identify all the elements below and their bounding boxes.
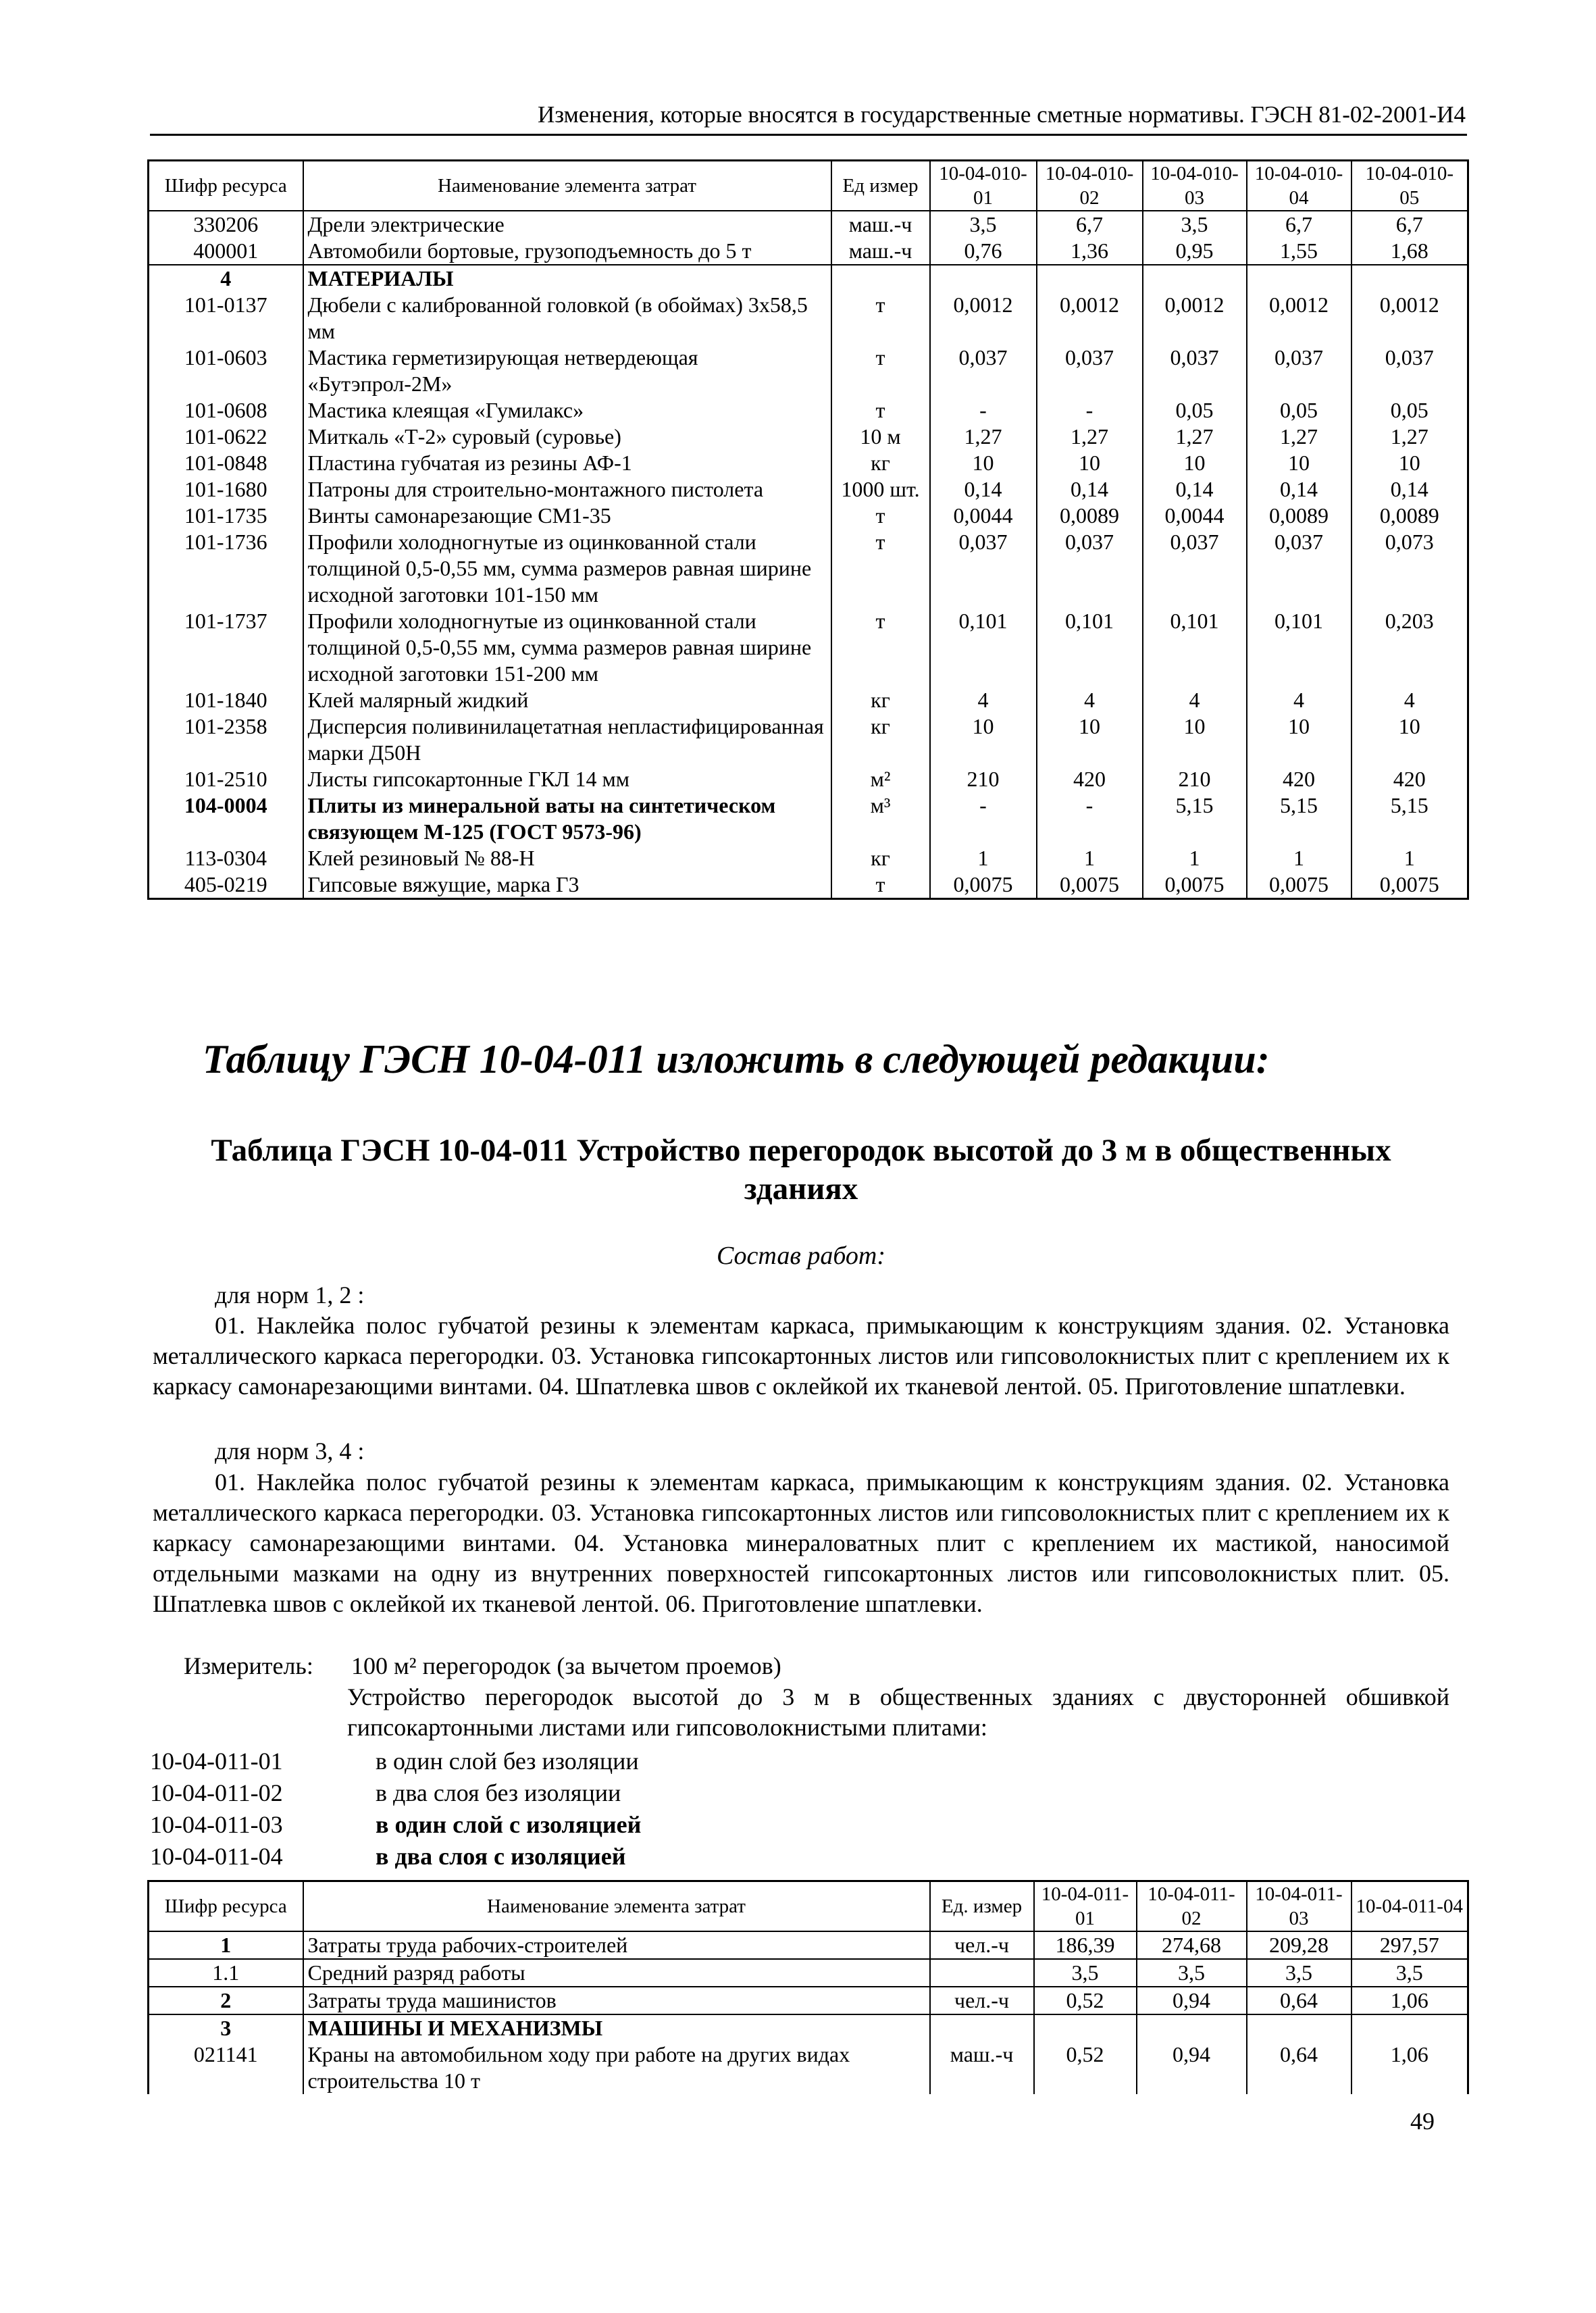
unit-cell: 10 м (831, 424, 930, 450)
column-header: Шифр ресурса (149, 1881, 303, 1932)
resource-code-cell: 113-0304 (149, 845, 303, 871)
value-cell: 10 (1247, 713, 1352, 766)
value-cell: 0,0012 (1352, 292, 1468, 345)
value-cell: 0,95 (1143, 238, 1247, 265)
column-header: Наименование элемента затрат (303, 1881, 930, 1932)
value-cell: 6,7 (1037, 211, 1143, 238)
unit-cell: кг (831, 450, 930, 476)
table-row (149, 845, 1468, 871)
norm-code: 10-04-011-01 (150, 1748, 283, 1775)
value-cell: 5,15 (1352, 792, 1468, 845)
resource-name-cell: Патроны для строительно-монтажного пистолета (303, 476, 831, 503)
value-cell (1247, 265, 1352, 292)
unit-cell: т (831, 292, 930, 345)
value-cell: 3,5 (1352, 1959, 1468, 1987)
value-cell: 0,037 (1247, 529, 1352, 608)
column-header: Шифр ресурса (149, 161, 303, 211)
value-cell: 0,0075 (1247, 871, 1352, 899)
norms-1-2-text: 01. Наклейка полос губчатой резины к элементам каркаса, примыкающим к конструкциям здания. 02. Установка металлического каркаса перегородки. 03. Установка гипсокартонных листов или гипсоволокнистых плит с креплением их к каркасу самонарезающими винтами. 04. Шпатлевка швов с оклейкой их тканевой лентой. 05. Приготовление шпатлевки. (153, 1312, 1449, 1400)
resource-code-cell: 101-1737 (149, 608, 303, 687)
column-header: 10-04-011-01 (1034, 1881, 1137, 1932)
section-caption: Таблицу ГЭСН 10-04-011 изложить в следующей редакции: (203, 1037, 1270, 1082)
value-cell: 0,05 (1247, 397, 1352, 424)
table-row (149, 529, 1468, 608)
resource-name-cell: Автомобили бортовые, грузоподъемность до 5 т (303, 238, 831, 265)
norm-code: 10-04-011-03 (150, 1811, 283, 1838)
value-cell: - (930, 397, 1037, 424)
table-row (149, 397, 1468, 424)
value-cell: 10 (1037, 713, 1143, 766)
unit-cell: м³ (831, 792, 930, 845)
table-row (149, 766, 1468, 792)
value-cell: 10 (930, 450, 1037, 476)
value-cell (1352, 2014, 1468, 2041)
resource-name-cell: Миткаль «Т-2» суровый (суровье) (303, 424, 831, 450)
resource-code-cell: 101-1840 (149, 687, 303, 713)
value-cell (930, 265, 1037, 292)
table-row (149, 871, 1468, 899)
norms-3-4-text: 01. Наклейка полос губчатой резины к элементам каркаса, примыкающим к конструкциям здания. 02. Установка металлического каркаса перегородки. 03. Установка гипсокартонных листов или гипсоволокнистых плит с креплением их к каркасу самонарезающими винтами. 04. Установка минераловатных плит с креплением их мастикой, наносимой отдельными мазками на одну из внутренних поверхностей гипсокартонных листов или гипсоволокнистых плит. 05. Шпатлевка швов с оклейкой их тканевой лентой. 06. Приготовление шпатлевки. (153, 1469, 1449, 1617)
value-cell: - (930, 792, 1037, 845)
value-cell: 10 (1247, 450, 1352, 476)
unit-cell: т (831, 529, 930, 608)
measure-description: Устройство перегородок высотой до 3 м в общественных зданиях с двусторонней обшивкой гипсокартонными листами или гипсоволокнистыми плитами: (347, 1683, 1449, 1741)
norm-code: 10-04-011-04 (150, 1843, 283, 1870)
table-row (149, 450, 1468, 476)
value-cell: 10 (1352, 713, 1468, 766)
norm-description: в один слой без изоляции (376, 1748, 639, 1775)
resource-code-cell: 101-1736 (149, 529, 303, 608)
value-cell: 3,5 (930, 211, 1037, 238)
table-row (149, 1987, 1468, 2014)
resource-name-cell: Винты самонарезающие СМ1-35 (303, 503, 831, 529)
value-cell: 1,27 (1037, 424, 1143, 450)
resource-code-cell: 101-2510 (149, 766, 303, 792)
value-cell: 0,073 (1352, 529, 1468, 608)
table-row (149, 424, 1468, 450)
resource-code-cell: 3 (149, 2014, 303, 2041)
value-cell: 0,05 (1352, 397, 1468, 424)
unit-cell: маш.-ч (831, 211, 930, 238)
value-cell: 0,037 (930, 345, 1037, 397)
resource-name-cell: Плиты из минеральной ваты на синтетическом связующем М-125 (ГОСТ 9573-96) (303, 792, 831, 845)
unit-cell (831, 265, 930, 292)
measure-value: 100 м² перегородок (за вычетом проемов) (351, 1652, 781, 1679)
value-cell: 5,15 (1143, 792, 1247, 845)
resource-name-cell: Затраты труда рабочих-строителей (303, 1931, 930, 1959)
value-cell: 0,94 (1137, 1987, 1247, 2014)
unit-cell: т (831, 397, 930, 424)
resource-code-cell: 1.1 (149, 1959, 303, 1987)
norm-code: 10-04-011-02 (150, 1779, 283, 1806)
value-cell: 0,101 (1247, 608, 1352, 687)
table-row (149, 211, 1468, 238)
value-cell: 4 (1037, 687, 1143, 713)
resource-name-cell: Краны на автомобильном ходу при работе на других видах строительства 10 т (303, 2041, 930, 2094)
value-cell: 0,037 (1037, 345, 1143, 397)
resource-code-cell: 021141 (149, 2041, 303, 2094)
value-cell: 1,06 (1352, 2041, 1468, 2094)
value-cell (1034, 2014, 1137, 2041)
resource-code-cell: 405-0219 (149, 871, 303, 899)
value-cell: 1 (1352, 845, 1468, 871)
value-cell: 0,037 (1143, 529, 1247, 608)
value-cell: 0,64 (1247, 1987, 1352, 2014)
unit-cell: кг (831, 845, 930, 871)
value-cell: 0,0012 (930, 292, 1037, 345)
table-row (149, 265, 1468, 292)
table-row (149, 687, 1468, 713)
value-cell: 0,0089 (1247, 503, 1352, 529)
unit-cell: маш.-ч (930, 2041, 1034, 2094)
value-cell (1143, 265, 1247, 292)
value-cell: 0,94 (1137, 2041, 1247, 2094)
table-row (149, 476, 1468, 503)
value-cell: 1,36 (1037, 238, 1143, 265)
resource-name-cell: МАШИНЫ И МЕХАНИЗМЫ (303, 2014, 930, 2041)
table-row (149, 2014, 1468, 2041)
value-cell: 6,7 (1247, 211, 1352, 238)
value-cell: 210 (930, 766, 1037, 792)
value-cell: 1 (1247, 845, 1352, 871)
value-cell: 0,52 (1034, 1987, 1137, 2014)
resource-code-cell: 104-0004 (149, 792, 303, 845)
resource-name-cell: Листы гипсокартонные ГКЛ 14 мм (303, 766, 831, 792)
resource-code-cell: 400001 (149, 238, 303, 265)
column-header: Ед измер (831, 161, 930, 211)
value-cell: 4 (1143, 687, 1247, 713)
value-cell: 1,55 (1247, 238, 1352, 265)
value-cell: 4 (930, 687, 1037, 713)
unit-cell: т (831, 503, 930, 529)
resource-code-cell: 330206 (149, 211, 303, 238)
value-cell: 10 (930, 713, 1037, 766)
value-cell (1247, 2014, 1352, 2041)
value-cell: 0,14 (1247, 476, 1352, 503)
resource-name-cell: Затраты труда машинистов (303, 1987, 930, 2014)
resource-name-cell: Клей резиновый № 88-Н (303, 845, 831, 871)
column-header: Ед. измер (930, 1881, 1034, 1932)
value-cell: 3,5 (1143, 211, 1247, 238)
resource-name-cell: Дрели электрические (303, 211, 831, 238)
value-cell: 4 (1247, 687, 1352, 713)
table-title: Таблица ГЭСН 10-04-011 Устройство перегородок высотой до 3 м в общественных зданиях (211, 1133, 1391, 1206)
resource-code-cell: 101-0603 (149, 345, 303, 397)
value-cell: 420 (1352, 766, 1468, 792)
table-row (149, 608, 1468, 687)
value-cell: 0,0075 (930, 871, 1037, 899)
column-header: 10-04-010-05 (1352, 161, 1468, 211)
value-cell (1137, 2014, 1247, 2041)
value-cell: 209,28 (1247, 1931, 1352, 1959)
resource-name-cell: МАТЕРИАЛЫ (303, 265, 831, 292)
column-header: 10-04-011-03 (1247, 1881, 1352, 1932)
unit-cell: т (831, 345, 930, 397)
column-header: 10-04-010-03 (1143, 161, 1247, 211)
value-cell (1352, 265, 1468, 292)
value-cell: 420 (1247, 766, 1352, 792)
resource-code-cell: 101-1680 (149, 476, 303, 503)
resource-code-cell: 4 (149, 265, 303, 292)
resource-name-cell: Профили холодногнутые из оцинкованной стали толщиной 0,5-0,55 мм, сумма размеров равная ширине исходной заготовки 151-200 мм (303, 608, 831, 687)
value-cell: 0,0089 (1037, 503, 1143, 529)
composition-heading: Состав работ: (716, 1242, 886, 1270)
resource-name-cell: Дюбели с калиброванной головкой (в обоймах) 3х58,5 мм (303, 292, 831, 345)
page-header: Изменения, которые вносятся в государственные сметные нормативы. ГЭСН 81-02-2001-И4 (538, 101, 1466, 128)
value-cell: 0,14 (1352, 476, 1468, 503)
value-cell: 0,101 (1037, 608, 1143, 687)
table-row (149, 2041, 1468, 2094)
value-cell: 10 (1143, 450, 1247, 476)
column-header: 10-04-011-04 (1352, 1881, 1468, 1932)
value-cell: - (1037, 792, 1143, 845)
resource-code-cell: 101-2358 (149, 713, 303, 766)
column-header: Наименование элемента затрат (303, 161, 831, 211)
resource-code-cell: 2 (149, 1987, 303, 2014)
value-cell: 0,0075 (1037, 871, 1143, 899)
unit-cell: кг (831, 687, 930, 713)
measure-label: Измеритель: (184, 1652, 313, 1679)
column-header: 10-04-010-04 (1247, 161, 1352, 211)
value-cell: 0,101 (930, 608, 1037, 687)
column-header: 10-04-011-02 (1137, 1881, 1247, 1932)
norms-1-2-label: для норм 1, 2 : (215, 1281, 365, 1308)
resource-code-cell: 101-0622 (149, 424, 303, 450)
value-cell: 0,037 (1352, 345, 1468, 397)
value-cell: 3,5 (1247, 1959, 1352, 1987)
value-cell: 0,037 (1143, 345, 1247, 397)
value-cell: 420 (1037, 766, 1143, 792)
value-cell: 297,57 (1352, 1931, 1468, 1959)
value-cell: 5,15 (1247, 792, 1352, 845)
unit-cell: чел.-ч (930, 1987, 1034, 2014)
column-header: 10-04-010-01 (930, 161, 1037, 211)
value-cell: 0,64 (1247, 2041, 1352, 2094)
resource-name-cell: Пластина губчатая из резины АФ-1 (303, 450, 831, 476)
value-cell: 0,14 (1143, 476, 1247, 503)
resource-name-cell: Мастика клеящая «Гумилакс» (303, 397, 831, 424)
norm-description: в два слоя с изоляцией (376, 1843, 626, 1870)
resource-name-cell: Средний разряд работы (303, 1959, 930, 1987)
resource-code-cell: 101-0137 (149, 292, 303, 345)
value-cell: 10 (1352, 450, 1468, 476)
value-cell: 0,14 (930, 476, 1037, 503)
value-cell: 0,0012 (1247, 292, 1352, 345)
value-cell: 1 (1037, 845, 1143, 871)
value-cell: 0,0075 (1143, 871, 1247, 899)
header-rule (150, 134, 1467, 136)
value-cell: 1,27 (1352, 424, 1468, 450)
value-cell: 3,5 (1034, 1959, 1137, 1987)
value-cell: 0,52 (1034, 2041, 1137, 2094)
value-cell: 0,76 (930, 238, 1037, 265)
value-cell: 210 (1143, 766, 1247, 792)
value-cell: 0,0044 (1143, 503, 1247, 529)
table-row (149, 1959, 1468, 1987)
unit-cell: маш.-ч (831, 238, 930, 265)
value-cell: 4 (1352, 687, 1468, 713)
table-row (149, 713, 1468, 766)
value-cell: 10 (1143, 713, 1247, 766)
resource-code-cell: 101-0848 (149, 450, 303, 476)
value-cell: 186,39 (1034, 1931, 1137, 1959)
value-cell: 1,27 (930, 424, 1037, 450)
value-cell: 1,27 (1247, 424, 1352, 450)
norms-3-4-label: для норм 3, 4 : (215, 1438, 365, 1465)
resource-code-cell: 101-1735 (149, 503, 303, 529)
resource-name-cell: Гипсовые вяжущие, марка Г3 (303, 871, 831, 899)
value-cell: 0,0012 (1143, 292, 1247, 345)
value-cell: 0,05 (1143, 397, 1247, 424)
unit-cell (930, 1959, 1034, 1987)
resource-name-cell: Профили холодногнутые из оцинкованной стали толщиной 0,5-0,55 мм, сумма размеров равная ширине исходной заготовки 101-150 мм (303, 529, 831, 608)
value-cell: 0,037 (1037, 529, 1143, 608)
value-cell: 1,06 (1352, 1987, 1468, 2014)
unit-cell: м² (831, 766, 930, 792)
table-row (149, 292, 1468, 345)
table-header-row (149, 161, 1468, 211)
table-header-row (149, 1881, 1468, 1932)
value-cell: 0,0075 (1352, 871, 1468, 899)
value-cell: - (1037, 397, 1143, 424)
value-cell: 0,0012 (1037, 292, 1143, 345)
unit-cell: кг (831, 713, 930, 766)
table-row (149, 1931, 1468, 1959)
value-cell: 0,101 (1143, 608, 1247, 687)
value-cell: 6,7 (1352, 211, 1468, 238)
resource-code-cell: 1 (149, 1931, 303, 1959)
page-number: 49 (1410, 2108, 1435, 2135)
value-cell: 10 (1037, 450, 1143, 476)
norm-description: в два слоя без изоляции (376, 1779, 621, 1806)
value-cell: 0,203 (1352, 608, 1468, 687)
value-cell: 1 (930, 845, 1037, 871)
unit-cell: чел.-ч (930, 1931, 1034, 1959)
resource-table-1 (147, 159, 1469, 900)
unit-cell: т (831, 608, 930, 687)
resource-name-cell: Дисперсия поливинилацетатная непластифицированная марки Д50Н (303, 713, 831, 766)
value-cell: 1,68 (1352, 238, 1468, 265)
column-header: 10-04-010-02 (1037, 161, 1143, 211)
value-cell: 274,68 (1137, 1931, 1247, 1959)
unit-cell: т (831, 871, 930, 899)
value-cell: 3,5 (1137, 1959, 1247, 1987)
value-cell: 0,0044 (930, 503, 1037, 529)
unit-cell: 1000 шт. (831, 476, 930, 503)
table-row (149, 238, 1468, 265)
value-cell: 1,27 (1143, 424, 1247, 450)
table-row (149, 345, 1468, 397)
resource-name-cell: Мастика герметизирующая нетвердеющая «Бутэпрол-2М» (303, 345, 831, 397)
value-cell: 0,037 (930, 529, 1037, 608)
value-cell: 0,037 (1247, 345, 1352, 397)
table-row (149, 792, 1468, 845)
unit-cell (930, 2014, 1034, 2041)
value-cell: 0,0089 (1352, 503, 1468, 529)
table-row (149, 503, 1468, 529)
resource-table-2 (147, 1880, 1469, 2094)
value-cell: 0,14 (1037, 476, 1143, 503)
value-cell: 1 (1143, 845, 1247, 871)
value-cell (1037, 265, 1143, 292)
norm-description: в один слой с изоляцией (376, 1811, 642, 1838)
resource-code-cell: 101-0608 (149, 397, 303, 424)
resource-name-cell: Клей малярный жидкий (303, 687, 831, 713)
